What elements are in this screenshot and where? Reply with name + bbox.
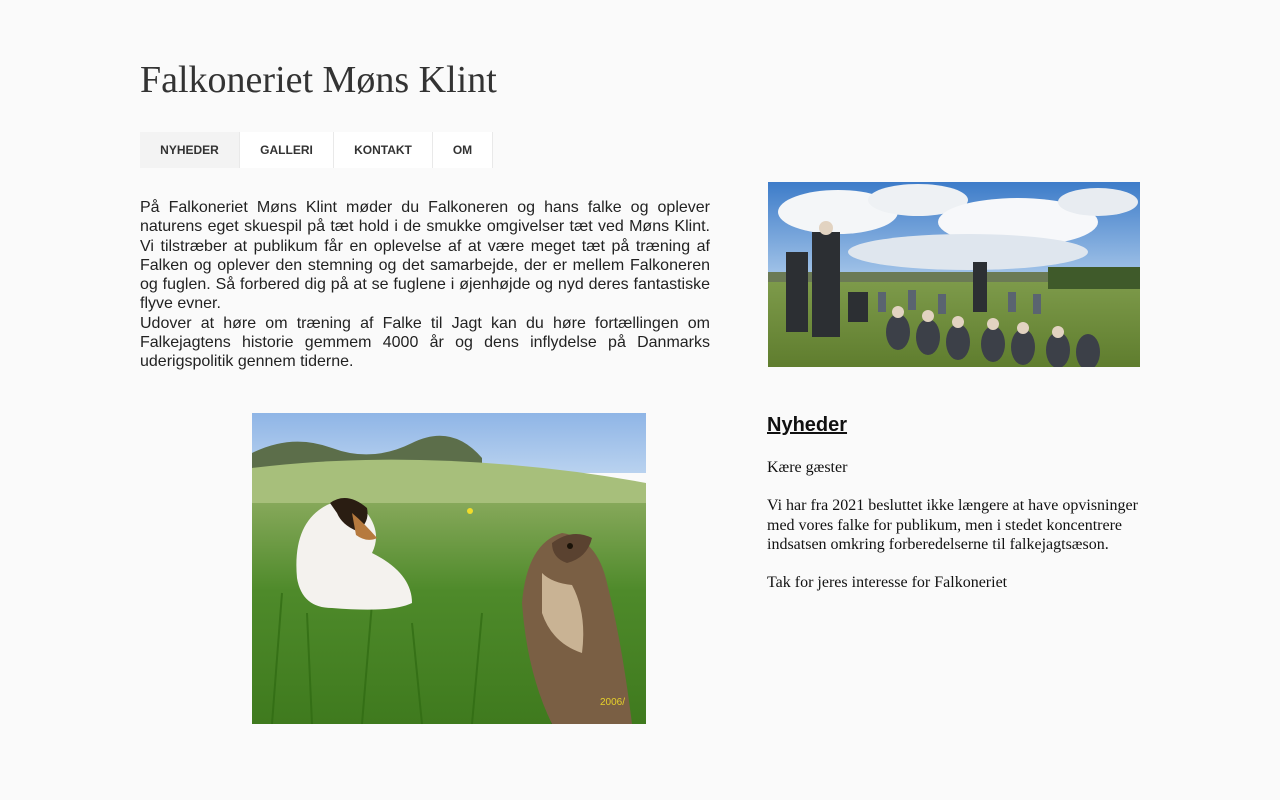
news-closing: Tak for jeres interesse for Falkoneriet bbox=[767, 574, 1008, 592]
intro-text bbox=[140, 198, 710, 372]
site-title: Falkoneriet Møns Klint bbox=[140, 59, 497, 101]
nav-item-nyheder[interactable]: NYHEDER bbox=[140, 132, 240, 168]
audience-photo bbox=[768, 182, 1140, 367]
nav-item-kontakt[interactable]: KONTAKT bbox=[334, 132, 433, 168]
news-body bbox=[767, 458, 1147, 611]
main-nav bbox=[140, 132, 493, 168]
dog-and-falcon-photo bbox=[252, 413, 646, 724]
intro-paragraph-2: Udover at høre om træning af Falke til Jagt kan du høre fortællingen om Falkejagtens historie gemmem 4000 år og dens inflydelse på Danmarks uderigspolitik gennem tiderne. bbox=[140, 314, 710, 371]
nav-item-galleri[interactable]: GALLERI bbox=[240, 132, 334, 168]
news-paragraph: Vi har fra 2021 besluttet ikke længere at have opvisninger med vores falke for publikum, men i stedet koncentrere indsatsen omkring forberedelserne til falkejagtsæson. bbox=[767, 497, 1138, 553]
news-greeting: Kære gæster bbox=[767, 459, 848, 476]
photo-date-stamp: 2006/ bbox=[600, 697, 626, 708]
intro-paragraph-1: På Falkoneriet Møns Klint møder du Falkoneren og hans falke og oplever naturens eget skuespil på tæt hold i de smukke omgivelser tæt ved Møns Klint. Vi tilstræber at publikum får en oplevelse af at være meget tæt på træning af Falken og oplever den stemning og det samarbejde, der er mellem Falkoneren og fuglen. Så forbered dig på at se fuglene i øjenhøjde og nyd deres fantastiske flyve evner. bbox=[140, 199, 710, 313]
nav-item-om[interactable]: OM bbox=[433, 132, 493, 168]
news-heading: Nyheder bbox=[767, 414, 848, 436]
